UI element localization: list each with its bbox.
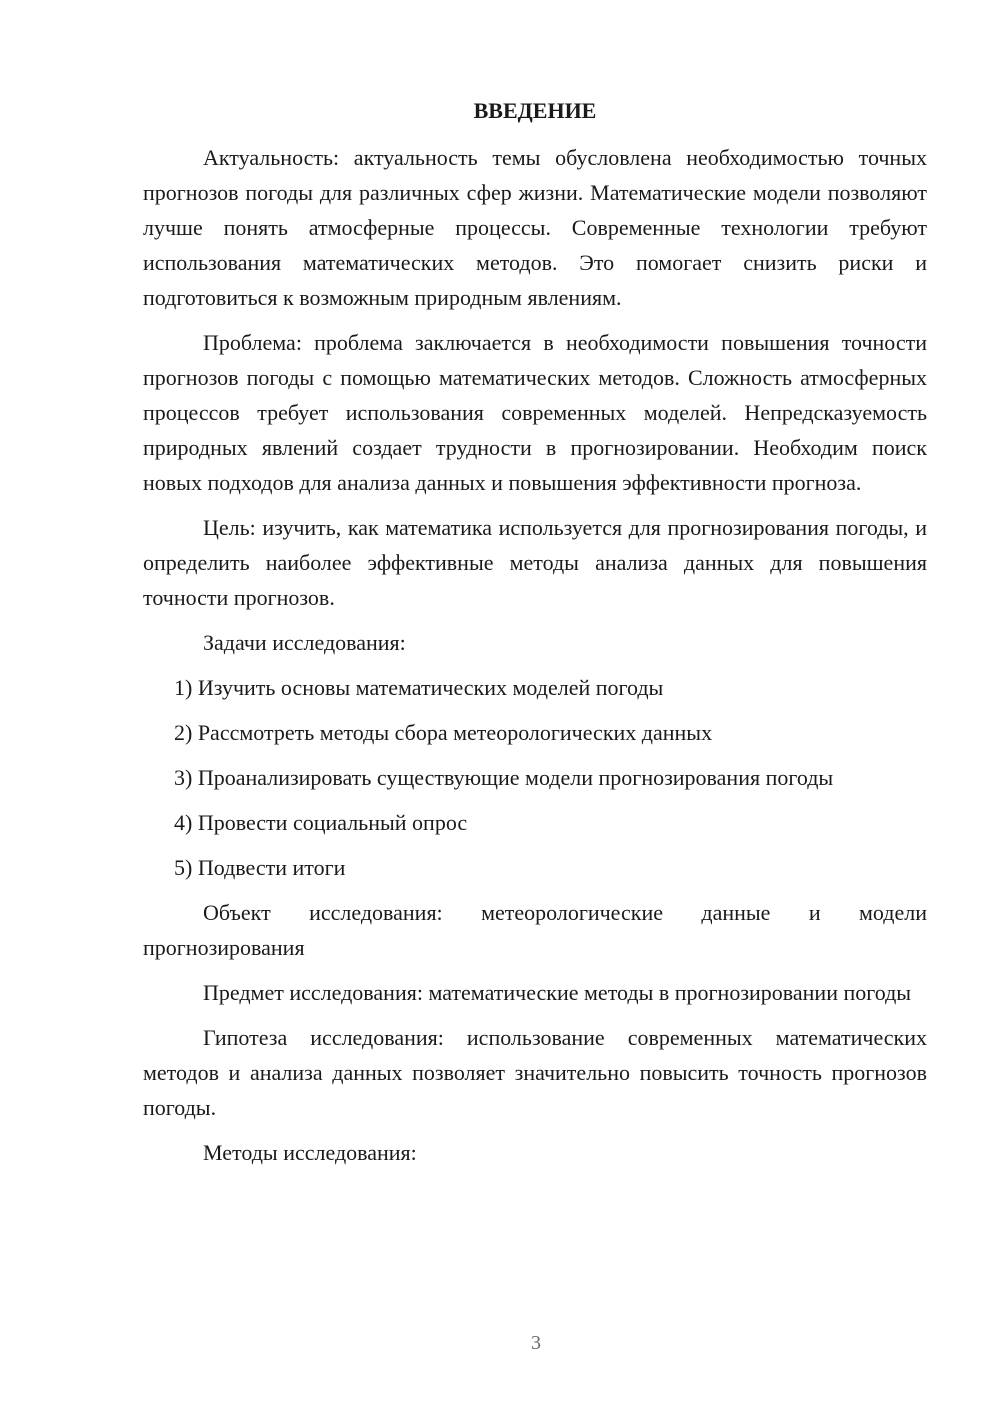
methods-heading: Методы исследования: [203, 1140, 417, 1165]
subject-paragraph: Предмет исследования: математические методы в прогнозировании погоды [203, 980, 912, 1005]
hypothesis-paragraph: Гипотеза исследования: использование современных математических методов и анализа данных позволяет значительно повысить точность прогнозов погоды. [143, 1025, 927, 1120]
relevance-paragraph: Актуальность: актуальность темы обусловлена необходимостью точных прогнозов погоды для различных сфер жизни. Математические модели позволяют лучше понять атмосферные процессы. Современные технологии требуют использования математических методов. Это помогает снизить риски и подготовиться к возможным природным явлениям. [143, 145, 927, 310]
problem-paragraph: Проблема: проблема заключается в необходимости повышения точности прогнозов погоды с помощью математических методов. Сложность атмосферных процессов требует использования современных моделей. Непредсказуемость природных явлений создает трудности в прогнозировании. Необходим поиск новых подходов для анализа данных и повышения эффективности прогноза. [143, 330, 927, 495]
tasks-heading: Задачи исследования: [203, 630, 406, 655]
section-title: ВВЕДЕНИЕ [473, 98, 597, 123]
tasks-list [143, 670, 927, 885]
page-content [143, 96, 927, 1180]
task-item-1: 1) Изучить основы математических моделей погоды [174, 675, 664, 700]
task-item-2: 2) Рассмотреть методы сбора метеорологических данных [174, 720, 713, 745]
page-number: 3 [531, 1332, 541, 1354]
task-item-4: 4) Провести социальный опрос [174, 810, 468, 835]
task-item-3: 3) Проанализировать существующие модели прогнозирования погоды [174, 765, 834, 790]
goal-paragraph: Цель: изучить, как математика используется для прогнозирования погоды, и определить наиболее эффективные методы анализа данных для повышения точности прогнозов. [143, 515, 927, 610]
object-paragraph: Объект исследования: метеорологические данные и модели прогнозирования [143, 900, 927, 960]
task-item-5: 5) Подвести итоги [174, 855, 346, 880]
